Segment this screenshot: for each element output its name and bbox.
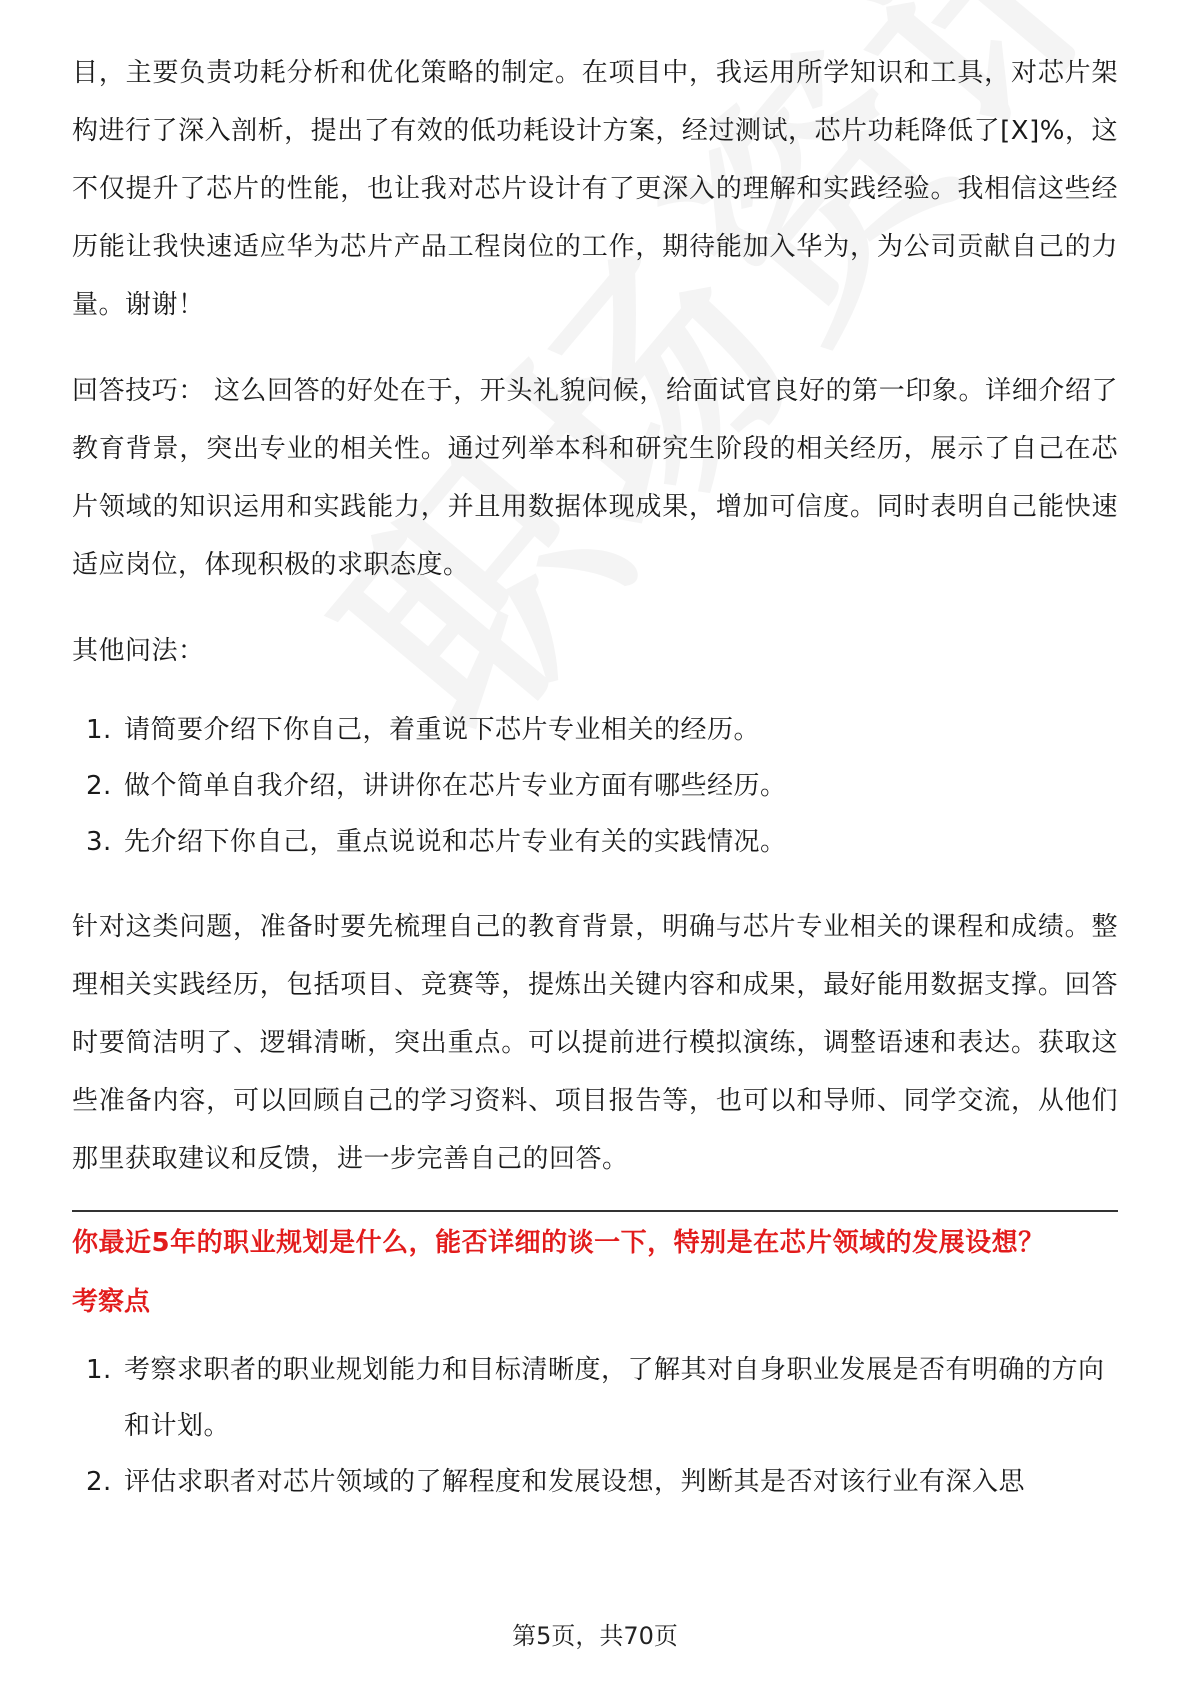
list-item-text: 先介绍下你自己，重点说说和芯片专业有关的实践情况。 <box>124 827 787 857</box>
page-footer: 第5页，共70页 <box>512 1622 678 1650</box>
other-ways-label: 其他问法： <box>72 636 205 666</box>
focus-heading: 考察点 <box>72 1287 151 1317</box>
question-title: 你最近5年的职业规划是什么，能否详细的谈一下，特别是在芯片领域的发展设想？ <box>72 1228 1045 1258</box>
list-item <box>72 1454 1118 1510</box>
list-number: 2. <box>86 1467 112 1497</box>
list-item <box>72 758 1118 814</box>
list-number: 2. <box>86 771 112 801</box>
list-number: 3. <box>86 827 112 857</box>
list-item-text: 考察求职者的职业规划能力和目标清晰度，了解其对自身职业发展是否有明确的方向和计划。 <box>124 1355 1105 1441</box>
focus-list <box>72 1342 1118 1510</box>
prep-paragraph: 针对这类问题，准备时要先梳理自己的教育背景，明确与芯片专业相关的课程和成绩。整理相关实践经历，包括项目、竞赛等，提炼出关键内容和成果，最好能用数据支撑。回答时要简洁明了、逻辑清晰，突出重点。可以提前进行模拟演练，调整语速和表达。获取这些准备内容，可以回顾自己的学习资料、项目报告等，也可以和导师、同学交流，从他们那里获取建议和反馈，进一步完善自己的回答。 <box>72 912 1118 1174</box>
section-divider <box>72 1210 1118 1212</box>
list-item <box>72 814 1118 870</box>
tips-paragraph: 回答技巧： 这么回答的好处在于，开头礼貌问候，给面试官良好的第一印象。详细介绍了教育背景，突出专业的相关性。通过列举本科和研究生阶段的相关经历，展示了自己在芯片领域的知识运用和实践能力，并且用数据体现成果，增加可信度。同时表明自己能快速适应岗位，体现积极的求职态度。 <box>72 376 1118 580</box>
list-number: 1. <box>86 1355 112 1385</box>
list-item-text: 评估求职者对芯片领域的了解程度和发展设想，判断其是否对该行业有深入思 <box>124 1467 1026 1497</box>
list-item-text: 做个简单自我介绍，讲讲你在芯片专业方面有哪些经历。 <box>124 771 787 801</box>
intro-paragraph: 目，主要负责功耗分析和优化策略的制定。在项目中，我运用所学知识和工具，对芯片架构进行了深入剖析，提出了有效的低功耗设计方案，经过测试，芯片功耗降低了[X]%，这不仅提升了芯片的性能，也让我对芯片设计有了更深入的理解和实践经验。我相信这些经历能让我快速适应华为芯片产品工程岗位的工作，期待能加入华为，为公司贡献自己的力量。谢谢！ <box>72 58 1118 320</box>
list-number: 1. <box>86 715 112 745</box>
list-item <box>72 702 1118 758</box>
list-item-text: 请简要介绍下你自己，着重说下芯片专业相关的经历。 <box>124 715 761 745</box>
document-page <box>72 44 1118 1510</box>
other-ways-list <box>72 702 1118 870</box>
list-item <box>72 1342 1118 1454</box>
